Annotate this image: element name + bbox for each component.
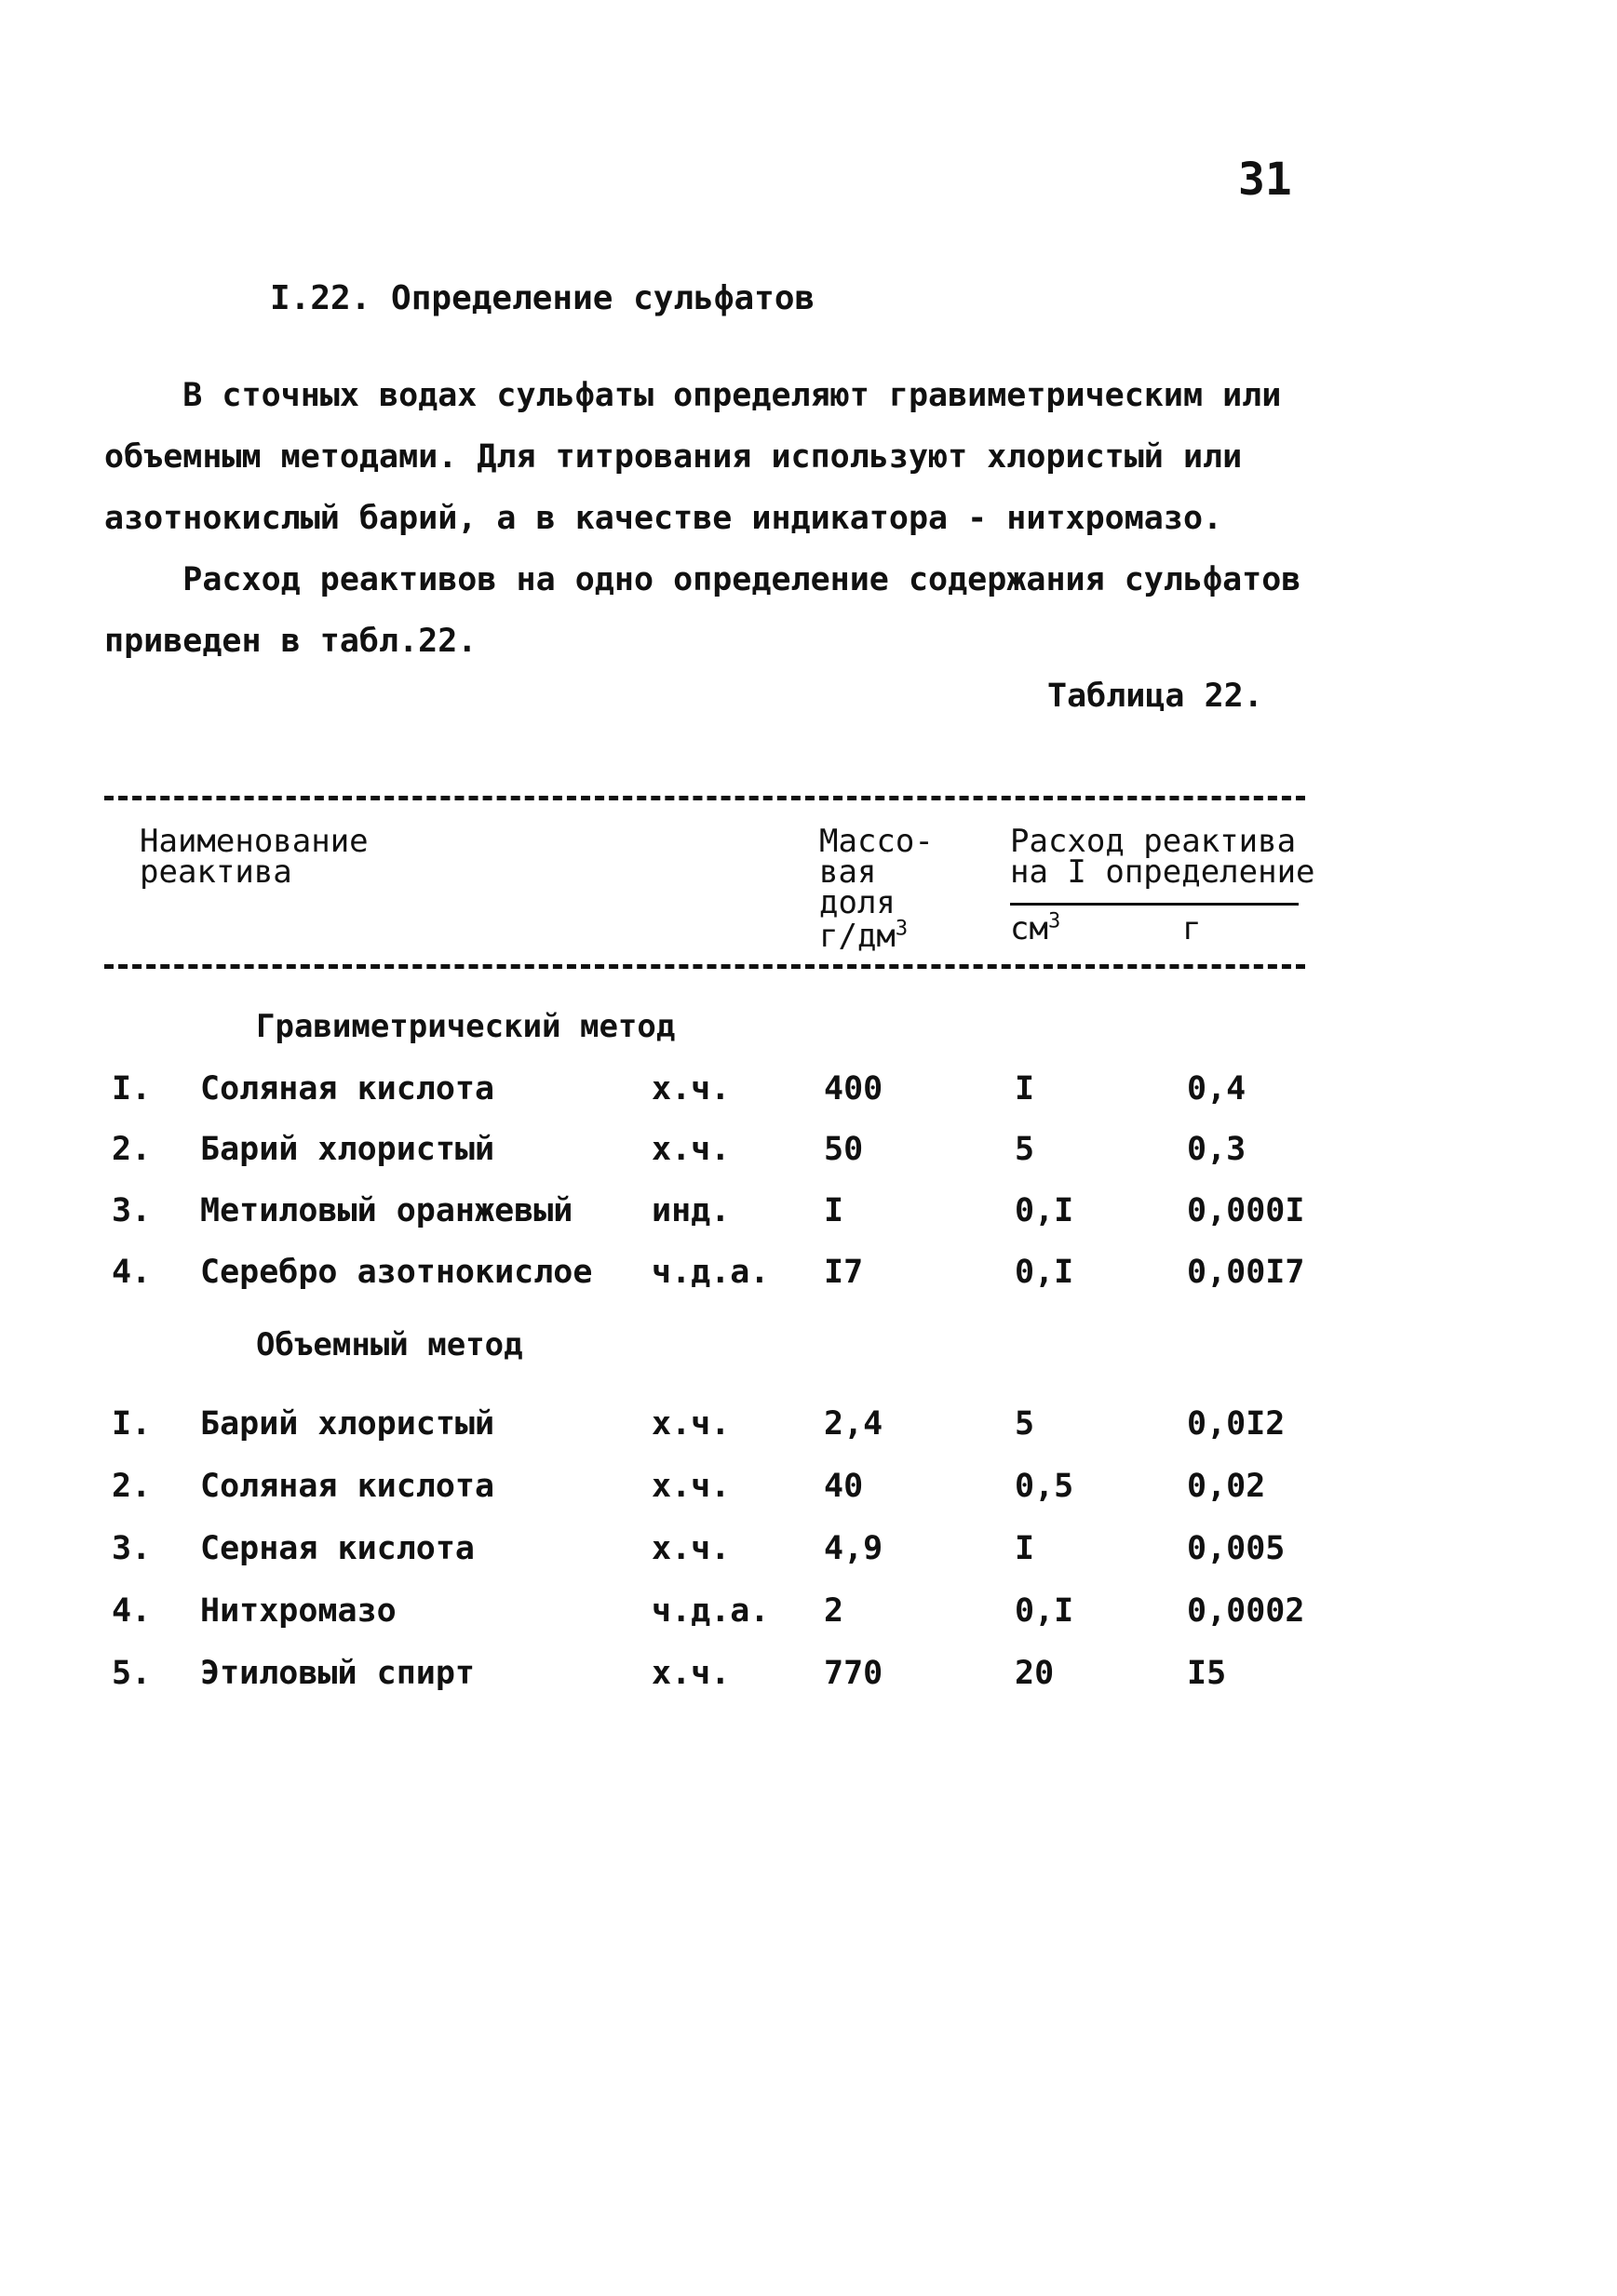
row-grade: х.ч. [652,1468,731,1505]
row-mass: 2,4 [824,1405,883,1443]
row-reagent: Барий хлористый [200,1131,495,1168]
header-consumption: Расход реактива на I определение [1010,823,1315,891]
paragraph-line: В сточных водах сульфаты определяют гравиметрическим или [104,377,1282,414]
paragraph-line: приведен в табл.22. [104,623,478,660]
paragraph-reagents [104,549,1300,672]
paragraph-line: азотнокислый барий, а в качестве индикатора - нитхромазо. [104,500,1223,537]
row-cm3: 20 [1015,1655,1055,1692]
table-caption: Таблица 22. [1047,678,1263,715]
paragraph-intro [104,365,1281,549]
row-cm3: 5 [1015,1131,1035,1168]
row-reagent: Этиловый спирт [200,1655,476,1692]
row-cm3: I [1015,1530,1035,1567]
row-mass: 770 [824,1655,883,1692]
row-grade: инд. [652,1192,731,1229]
header-reagent-name: Наименование реактива [140,823,369,891]
header-mass-fraction: Массо- вая доля [819,823,934,921]
row-grade: х.ч. [652,1530,731,1567]
row-reagent: Серебро азотнокислое [200,1254,593,1291]
header-col-cm3: $см^3$ [1010,909,1061,947]
row-g: 0,3 [1187,1131,1246,1168]
consumption-subheader-rule [1010,903,1299,906]
row-num: 5. [112,1655,152,1692]
paragraph-line: Расход реактивов на одно определение содержания сульфатов [104,561,1301,598]
row-cm3: 0,I [1015,1592,1074,1630]
group-label-volumetric: Объемный метод [256,1326,523,1363]
row-g: 0,0I2 [1187,1405,1286,1443]
row-mass: I [824,1192,844,1229]
row-cm3: 0,I [1015,1192,1074,1229]
table-top-rule [104,796,1305,800]
row-cm3: 5 [1015,1405,1035,1443]
row-num: 4. [112,1254,152,1291]
header-col-g: г [1182,910,1202,947]
row-g: 0,02 [1187,1468,1266,1505]
row-grade: х.ч. [652,1131,731,1168]
row-g: 0,4 [1187,1070,1246,1108]
page-number: 31 [1238,154,1292,206]
row-cm3: I [1015,1070,1035,1108]
table-header-bottom-rule [104,964,1305,969]
row-num: 2. [112,1131,152,1168]
row-grade: х.ч. [652,1070,731,1108]
row-grade: ч.д.а. [652,1592,770,1630]
row-mass: 400 [824,1070,883,1108]
row-reagent: Соляная кислота [200,1070,495,1108]
paragraph-line: объемным методами. Для титрования используют хлористый или [104,438,1243,476]
row-reagent: Метиловый оранжевый [200,1192,573,1229]
row-mass: 40 [824,1468,864,1505]
row-g: 0,005 [1187,1530,1286,1567]
row-grade: х.ч. [652,1655,731,1692]
row-mass: 4,9 [824,1530,883,1567]
row-g: 0,00I7 [1187,1254,1305,1291]
row-g: 0,000I [1187,1192,1305,1229]
row-reagent: Соляная кислота [200,1468,495,1505]
section-title: I.22. Определение сульфатов [270,279,815,317]
row-reagent: Нитхромазо [200,1592,397,1630]
row-reagent: Барий хлористый [200,1405,495,1443]
row-mass: 2 [824,1592,844,1630]
row-g: 0,0002 [1187,1592,1305,1630]
row-num: 2. [112,1468,152,1505]
row-grade: ч.д.а. [652,1254,770,1291]
row-g: I5 [1187,1655,1227,1692]
row-num: 3. [112,1530,152,1567]
row-reagent: Серная кислота [200,1530,476,1567]
row-num: I. [112,1070,152,1108]
row-num: 4. [112,1592,152,1630]
group-label-gravimetric: Гравиметрический метод [256,1008,676,1045]
row-num: 3. [112,1192,152,1229]
row-grade: х.ч. [652,1405,731,1443]
header-mass-unit: $г/дм^3$ [819,917,909,955]
row-cm3: 0,I [1015,1254,1074,1291]
row-cm3: 0,5 [1015,1468,1074,1505]
row-mass: I7 [824,1254,864,1291]
row-mass: 50 [824,1131,864,1168]
row-num: I. [112,1405,152,1443]
